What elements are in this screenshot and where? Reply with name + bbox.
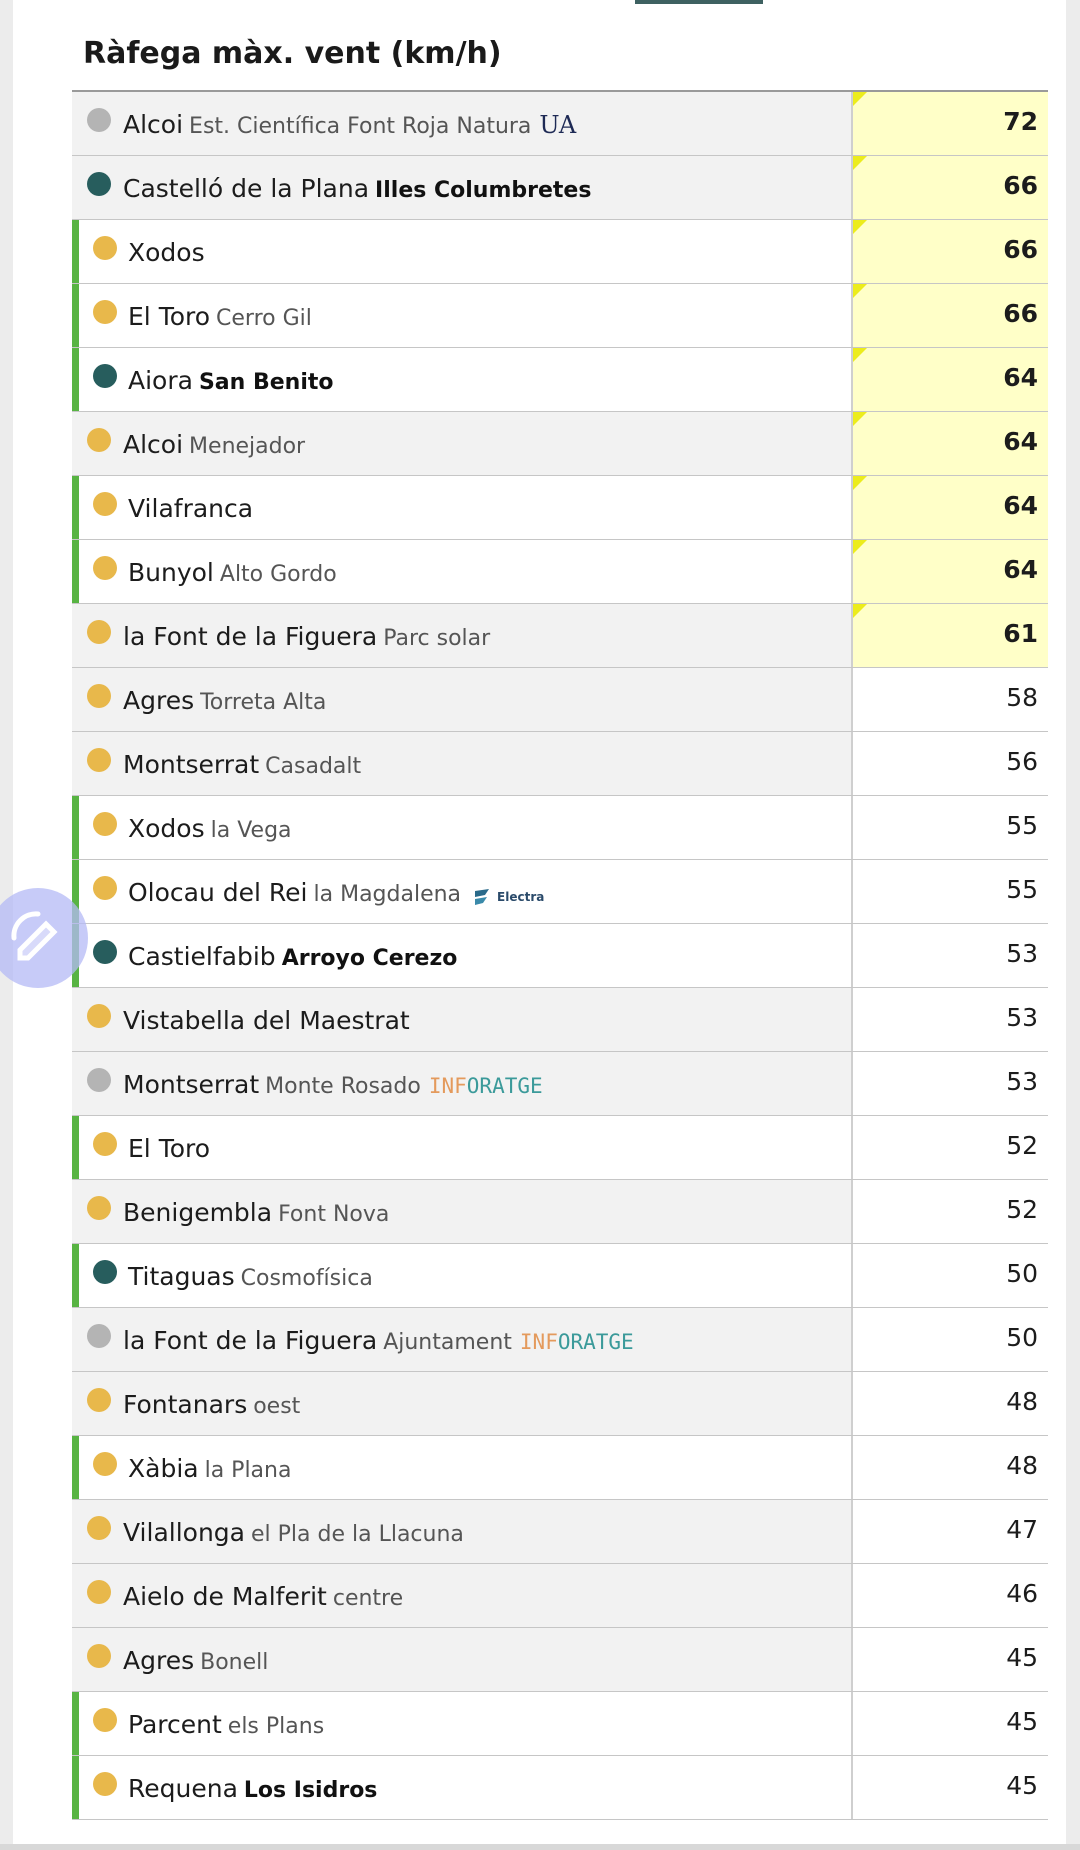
ua-logo: UA [539,111,577,139]
status-dot-icon [87,428,111,452]
table-row[interactable] [72,220,1048,284]
gust-value-cell [853,284,1048,347]
electra-logo: Electra [471,885,544,909]
table-row[interactable] [72,348,1048,412]
gust-value-cell [853,1244,1048,1307]
place-name: Xodos [128,814,205,843]
station-name: Alto Gordo [219,562,337,587]
place-name: Benigembla [123,1198,273,1227]
station-label [123,1584,403,1610]
station-label [123,1328,634,1354]
gust-value-cell [853,860,1048,923]
gust-value: 53 [1006,1003,1038,1032]
station-cell[interactable] [72,92,853,155]
status-dot-icon [87,1196,111,1220]
station-name: Cosmofísica [240,1266,373,1291]
station-name: Font Nova [278,1202,390,1227]
gust-value: 46 [1006,1579,1038,1608]
gust-value-cell [853,1436,1048,1499]
station-cell[interactable] [72,1052,853,1115]
station-label [128,496,253,521]
status-dot-icon [87,1516,111,1540]
station-name: San Benito [198,370,334,395]
status-dot-icon [93,1772,117,1796]
gust-value: 53 [1006,939,1038,968]
place-name: El Toro [128,1134,211,1163]
gust-value-cell [853,1756,1048,1819]
station-cell[interactable] [72,1244,853,1307]
station-name: Arroyo Cerezo [281,946,458,971]
station-cell[interactable] [72,1692,853,1755]
station-cell[interactable] [72,604,853,667]
table-row[interactable] [72,860,1048,924]
place-name: Vilafranca [128,494,254,523]
status-dot-icon [87,1388,111,1412]
gust-value-cell [853,348,1048,411]
gust-value: 58 [1006,683,1038,712]
gust-value-cell [853,1500,1048,1563]
gust-value: 48 [1006,1387,1038,1416]
station-label [123,176,591,202]
gust-value: 66 [1003,235,1038,264]
page-title: Ràfega màx. vent (km/h) [83,36,502,71]
gust-value-cell [853,1564,1048,1627]
table-row[interactable] [72,1244,1048,1308]
table-row[interactable] [72,1564,1048,1628]
gust-value-cell [853,1692,1048,1755]
place-name: Montserrat [123,750,260,779]
gust-value: 66 [1003,171,1038,200]
bottom-scroll-edge [0,1844,1080,1850]
station-cell[interactable] [72,1436,853,1499]
status-dot-icon [87,108,111,132]
table-row[interactable] [72,1500,1048,1564]
station-cell[interactable] [72,732,853,795]
station-cell[interactable] [72,924,853,987]
table-row[interactable] [72,1116,1048,1180]
inforatge-logo: INFORATGE [519,1330,634,1354]
status-dot-icon [87,748,111,772]
wind-gust-table [72,90,1048,1820]
station-cell[interactable] [72,1500,853,1563]
station-cell[interactable] [72,1372,853,1435]
place-name: Vilallonga [123,1518,245,1547]
station-name: Cerro Gil [216,306,312,331]
place-name: Xàbia [128,1454,199,1483]
place-name: Requena [128,1774,238,1803]
station-cell[interactable] [72,668,853,731]
station-cell[interactable] [72,220,853,283]
place-name: Castielfabib [128,942,276,971]
station-cell[interactable] [72,1564,853,1627]
status-dot-icon [93,364,117,388]
station-cell[interactable] [72,540,853,603]
table-row[interactable] [72,1180,1048,1244]
place-name: Aiora [128,366,193,395]
gust-value-cell [853,1308,1048,1371]
place-name: Castelló de la Plana [123,174,370,203]
station-name: la Plana [204,1458,292,1483]
table-row[interactable] [72,796,1048,860]
station-label [128,1712,324,1738]
gust-value: 64 [1003,427,1038,456]
content-panel [13,0,1066,1850]
gust-value: 55 [1006,811,1038,840]
pencil-icon [8,908,68,968]
status-dot-icon [93,1708,117,1732]
station-label [123,752,361,778]
station-label [128,1456,291,1482]
station-name: Est. Científica Font Roja Natura [189,114,532,139]
station-label [123,1392,300,1418]
station-name: el Pla de la Llacuna [251,1522,464,1547]
gust-value-cell [853,988,1048,1051]
place-name: Parcent [128,1710,222,1739]
station-label [123,1200,389,1226]
station-cell[interactable] [72,348,853,411]
station-label [123,688,326,714]
station-label [128,1776,377,1802]
station-label [123,432,305,458]
table-row[interactable] [72,476,1048,540]
station-name: els Plans [227,1714,325,1739]
status-dot-icon [87,1580,111,1604]
gust-value: 50 [1006,1323,1038,1352]
active-tab-indicator[interactable] [635,0,763,4]
highlight-corner-icon [853,284,867,298]
gust-value: 64 [1003,363,1038,392]
highlight-corner-icon [853,92,867,106]
station-cell[interactable] [72,1116,853,1179]
gust-value-cell [853,1180,1048,1243]
highlight-corner-icon [853,348,867,362]
gust-value: 45 [1006,1643,1038,1672]
gust-value-cell [853,1372,1048,1435]
place-name: la Font de la Figuera [123,1326,378,1355]
station-name: la Magdalena [313,882,462,907]
table-row[interactable] [72,1692,1048,1756]
gust-value: 64 [1003,555,1038,584]
place-name: El Toro [128,302,211,331]
inforatge-logo: INFORATGE [428,1074,543,1098]
gust-value-cell [853,220,1048,283]
place-name: Alcoi [123,430,184,459]
gust-value-cell [853,412,1048,475]
station-label [128,304,312,330]
gust-value: 55 [1006,875,1038,904]
place-name: Xodos [128,238,205,267]
station-name: Los Isidros [243,1778,378,1803]
gust-value: 52 [1006,1195,1038,1224]
place-name: Titaguas [128,1262,235,1291]
gust-value-cell [853,796,1048,859]
gust-value-cell [853,1628,1048,1691]
station-name: Torreta Alta [200,690,327,715]
gust-value: 47 [1006,1515,1038,1544]
status-dot-icon [87,1004,111,1028]
place-name: Bunyol [128,558,214,587]
place-name: Agres [123,686,195,715]
place-name: Alcoi [123,110,184,139]
station-label [123,1072,543,1098]
station-cell[interactable] [72,796,853,859]
gust-value: 52 [1006,1131,1038,1160]
status-dot-icon [93,300,117,324]
table-row[interactable] [72,540,1048,604]
place-name: Agres [123,1646,195,1675]
station-name: Menejador [189,434,306,459]
station-name: la Vega [210,818,292,843]
gust-value: 48 [1006,1451,1038,1480]
highlight-corner-icon [853,220,867,234]
station-label [123,1520,464,1546]
station-label [128,240,205,265]
gust-value-cell [853,156,1048,219]
place-name: Aielo de Malferit [123,1582,327,1611]
status-dot-icon [87,1644,111,1668]
place-name: Montserrat [123,1070,260,1099]
table-row[interactable] [72,1756,1048,1820]
table-row[interactable] [72,732,1048,796]
status-dot-icon [93,492,117,516]
table-row[interactable] [72,156,1048,220]
station-name: Illes Columbretes [375,178,592,203]
table-row[interactable] [72,668,1048,732]
station-label [123,1648,268,1674]
highlight-corner-icon [853,540,867,554]
place-name: la Font de la Figuera [123,622,378,651]
status-dot-icon [87,1324,111,1348]
status-dot-icon [93,556,117,580]
station-cell[interactable] [72,1756,853,1819]
station-name: Bonell [200,1650,269,1675]
place-name: Fontanars [123,1390,248,1419]
status-dot-icon [93,812,117,836]
gust-value: 50 [1006,1259,1038,1288]
highlight-corner-icon [853,156,867,170]
station-cell[interactable] [72,284,853,347]
gust-value-cell [853,476,1048,539]
station-cell[interactable] [72,1308,853,1371]
status-dot-icon [93,236,117,260]
station-name: Casadalt [265,754,362,779]
table-row[interactable] [72,1628,1048,1692]
station-label [128,1136,210,1161]
station-label [128,368,334,394]
gust-value-cell [853,668,1048,731]
place-name: Vistabella del Maestrat [123,1006,410,1035]
table-row[interactable] [72,92,1048,156]
highlight-corner-icon [853,476,867,490]
table-row[interactable] [72,412,1048,476]
table-row[interactable] [72,284,1048,348]
table-row[interactable] [72,604,1048,668]
gust-value: 72 [1003,107,1038,136]
gust-value-cell [853,1116,1048,1179]
station-cell[interactable] [72,412,853,475]
table-row[interactable] [72,1372,1048,1436]
table-row[interactable] [72,1052,1048,1116]
gust-value: 45 [1006,1707,1038,1736]
station-cell[interactable] [72,988,853,1051]
gust-value: 61 [1003,619,1038,648]
status-dot-icon [87,684,111,708]
gust-value-cell [853,604,1048,667]
status-dot-icon [87,620,111,644]
table-row[interactable] [72,1308,1048,1372]
status-dot-icon [93,1452,117,1476]
station-name: centre [332,1586,404,1611]
gust-value-cell [853,92,1048,155]
gust-value: 64 [1003,491,1038,520]
station-cell[interactable] [72,156,853,219]
table-row[interactable] [72,924,1048,988]
table-row[interactable] [72,1436,1048,1500]
station-cell[interactable] [72,476,853,539]
status-dot-icon [93,1132,117,1156]
highlight-corner-icon [853,604,867,618]
station-label [128,1264,373,1290]
gust-value-cell [853,924,1048,987]
gust-value: 56 [1006,747,1038,776]
status-dot-icon [93,1260,117,1284]
station-label [128,560,337,586]
station-cell[interactable] [72,860,853,923]
gust-value-cell [853,732,1048,795]
station-label [123,1008,410,1033]
gust-value-cell [853,1052,1048,1115]
status-dot-icon [87,1068,111,1092]
status-dot-icon [93,940,117,964]
status-dot-icon [87,172,111,196]
status-dot-icon [93,876,117,900]
station-name: oest [253,1394,301,1419]
table-row[interactable] [72,988,1048,1052]
station-label [128,880,544,909]
highlight-corner-icon [853,412,867,426]
station-label [123,624,490,650]
place-name: Olocau del Rei [128,878,308,907]
station-label [128,816,292,842]
gust-value-cell [853,540,1048,603]
station-label [128,944,457,970]
station-cell[interactable] [72,1628,853,1691]
station-name: Parc solar [383,626,491,651]
gust-value: 45 [1006,1771,1038,1800]
station-name: Ajuntament [383,1330,512,1355]
station-name: Monte Rosado [265,1074,421,1099]
gust-value: 53 [1006,1067,1038,1096]
station-cell[interactable] [72,1180,853,1243]
gust-value: 66 [1003,299,1038,328]
station-label [123,112,576,138]
